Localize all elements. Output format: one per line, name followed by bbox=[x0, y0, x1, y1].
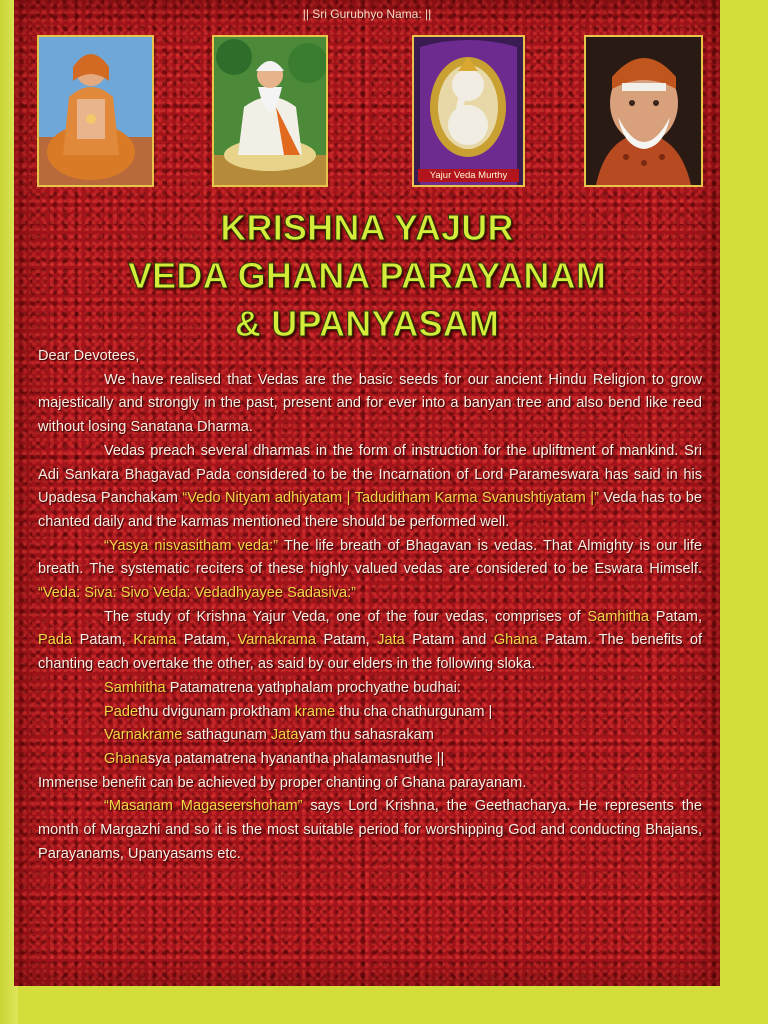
acharya-portrait bbox=[584, 35, 703, 187]
sloka-line-1 bbox=[38, 677, 702, 701]
paragraph-4 bbox=[38, 606, 702, 677]
patam-word: Patam, bbox=[655, 608, 703, 625]
patam-word: Patam, bbox=[183, 632, 231, 649]
yasya-quote: “Yasya nisvasitham veda:” bbox=[104, 537, 279, 554]
sloka-line-4-text: sya patamatrena hyanantha phalamasnuthe || bbox=[147, 750, 445, 767]
and-word: and bbox=[461, 632, 487, 649]
paragraph-2-end: Veda has to be chanted daily and the karmas mentioned there should be performed well. bbox=[38, 490, 703, 530]
sloka-varnakrame: Varnakrame bbox=[104, 727, 183, 744]
term-pada: Pada bbox=[38, 632, 73, 649]
ganesha-portrait bbox=[412, 35, 525, 187]
sloka-line-2-text: thu dvigunam proktham bbox=[138, 703, 291, 720]
flyer-panel bbox=[14, 0, 720, 986]
term-jata: Jata bbox=[377, 632, 405, 649]
patam-word: Patam bbox=[412, 632, 455, 649]
paragraph-4-end: Patam. The benefits of chanting each overtake the other, as said by our elders in the following sloka. bbox=[38, 632, 703, 673]
term-samhitha: Samhitha bbox=[587, 608, 649, 625]
paragraph-6-text: says Lord Krishna, the Geethacharya. He represents the month of Margazhi and so it is the most suitable period for worshipping God and conducting Bhajans, Parayanams, Upanyasams etc. bbox=[38, 798, 702, 862]
sloka-samhitha: Samhitha bbox=[104, 679, 166, 696]
sloka-jata: Jata bbox=[270, 727, 299, 744]
term-krama: Krama bbox=[133, 632, 177, 649]
sloka-line-2 bbox=[38, 701, 702, 725]
siva-quote: “Veda: Siva: Sivo Veda: Vedadhyayee Sadasiva:” bbox=[38, 585, 357, 602]
letter-body bbox=[38, 345, 702, 866]
masanam-quote: “Masanam Magaseershoham” bbox=[104, 798, 303, 815]
photo-caption: Yajur Veda Murthy bbox=[418, 169, 519, 182]
term-ghana: Ghana bbox=[493, 632, 538, 649]
paragraph-3 bbox=[38, 535, 702, 606]
sloka-line-1-text: Patamatrena yathphalam prochyathe budhai: bbox=[169, 679, 461, 696]
sloka-line-4 bbox=[38, 748, 702, 772]
invocation-header: || Sri Gurubhyo Nama: || bbox=[302, 7, 432, 21]
term-varnakrama: Varnakrama bbox=[237, 632, 316, 649]
paragraph-3-text: The life breath of Bhagavan is vedas. That Almighty is our life breath. The systematic reciters of these highly valued vedas are considered to be Eswara Himself. bbox=[38, 537, 703, 578]
sloka-line-3-end: yam thu sahasrakam bbox=[298, 727, 434, 744]
upadesa-quote: “Vedo Nityam adhiyatam | Taduditham Karma Svanushtiyatam |” bbox=[182, 490, 599, 507]
sloka-krame: krame bbox=[294, 703, 336, 720]
paragraph-6 bbox=[38, 795, 702, 866]
greeting: Dear Devotees, bbox=[38, 348, 140, 364]
paragraph-2-text: Vedas preach several dharmas in the form of instruction for the upliftment of mankind. Sri Adi Sankara Bhagavad Pada considered to be the Incarnation of Lord Parameswara has said in his Upadesa Panchakam bbox=[38, 442, 702, 507]
title-line-3: & UPANYASAM bbox=[234, 303, 500, 344]
title-line-1: KRISHNA YAJUR bbox=[220, 207, 514, 248]
title-line-2: VEDA GHANA PARAYANAM bbox=[127, 255, 607, 296]
sloka-line-3 bbox=[38, 724, 702, 748]
paragraph-1: We have realised that Vedas are the basic seeds for our ancient Hindu Religion to grow majestically and strongly in the past, present and for ever into a banyan tree and also bend like reed without losing Sanatana Dharma. bbox=[38, 371, 702, 436]
vyasa-portrait bbox=[212, 35, 328, 187]
paragraph-2 bbox=[38, 440, 702, 535]
sloka-pade: Pade bbox=[104, 703, 139, 720]
paragraph-5: Immense benefit can be achieved by proper chanting of Ghana parayanam. bbox=[38, 774, 527, 791]
sloka-line-2-end: thu cha chathurgunam | bbox=[339, 703, 493, 720]
sloka-line-3-text: sathagunam bbox=[186, 727, 267, 744]
sloka-ghana: Ghana bbox=[104, 750, 148, 767]
patam-word: Patam, bbox=[79, 632, 126, 649]
patam-word: Patam, bbox=[323, 632, 370, 649]
sankara-portrait bbox=[37, 35, 154, 187]
paragraph-4-text: The study of Krishna Yajur Veda, one of the four vedas, comprises of bbox=[104, 608, 581, 625]
